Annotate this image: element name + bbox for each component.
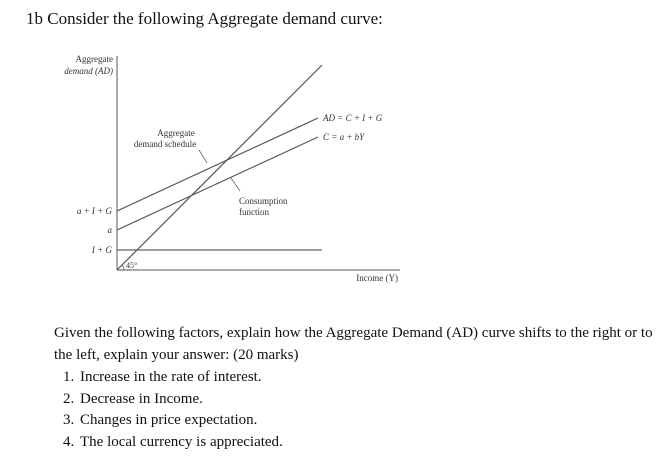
- aggregate-demand-schedule-label: Aggregate: [157, 128, 195, 138]
- consumption-function-pointer: [231, 178, 240, 191]
- aggregate-demand-curve: [117, 118, 318, 211]
- x-axis-label: Income (Y): [356, 273, 398, 283]
- question-intro: Given the following factors, explain how the Aggregate Demand (AD) curve shifts to the right or to the left, explain your answer: (20 marks): [54, 325, 653, 363]
- factors-list: [54, 367, 654, 453]
- consumption-function-label: function: [239, 207, 269, 217]
- question-heading: 1b Consider the following Aggregate demand curve:: [26, 9, 383, 28]
- list-item: 1. Increase in the rate of interest.: [78, 367, 654, 389]
- intercept-a-label: a: [107, 225, 112, 235]
- forty-five-degree-line: [117, 65, 322, 270]
- ad-curve-label: AD = C + I + G: [323, 113, 383, 123]
- intercept-i-g-label: I + G: [91, 245, 112, 255]
- consumption-function-label: Consumption: [239, 196, 288, 206]
- y-axis-label: demand (AD): [64, 66, 113, 76]
- intercept-a-i-g-label: a + I + G: [76, 206, 112, 216]
- angle-arc: [122, 265, 124, 270]
- y-axis-label: Aggregate: [75, 54, 113, 64]
- aggregate-demand-schedule-label: demand schedule: [133, 139, 197, 149]
- consumption-curve-label: C = a + bY: [323, 132, 365, 142]
- consumption-curve: [117, 137, 318, 230]
- list-item: 3. Changes in price expectation.: [78, 410, 654, 432]
- list-item: 2. Decrease in Income.: [78, 389, 654, 411]
- question-body: [54, 322, 654, 453]
- aggregate-demand-schedule-pointer: [199, 150, 207, 163]
- list-item: 4. The local currency is appreciated.: [78, 432, 654, 454]
- angle-label: 45°: [126, 261, 138, 270]
